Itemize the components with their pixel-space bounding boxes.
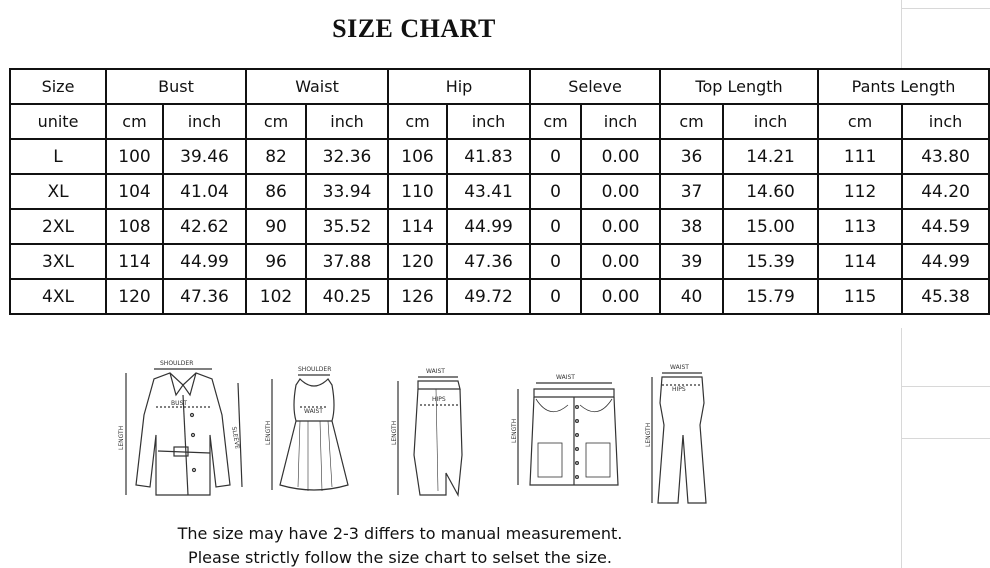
size-cell: L — [10, 139, 106, 174]
value-cell: 110 — [388, 174, 447, 209]
guide-line — [901, 328, 902, 568]
header-waist: Waist — [246, 69, 388, 104]
value-cell: 33.94 — [306, 174, 388, 209]
jacket-length-label: LENGTH — [118, 425, 125, 450]
value-cell: 35.52 — [306, 209, 388, 244]
value-cell: 120 — [106, 279, 163, 314]
value-cell: 44.99 — [447, 209, 530, 244]
pants-length-label: LENGTH — [645, 422, 652, 447]
value-cell: 0 — [530, 139, 581, 174]
value-cell: 47.36 — [447, 244, 530, 279]
value-cell: 41.83 — [447, 139, 530, 174]
value-cell: 113 — [818, 209, 902, 244]
value-cell: 32.36 — [306, 139, 388, 174]
header-top-length: Top Length — [660, 69, 818, 104]
value-cell: 126 — [388, 279, 447, 314]
dress-shoulder-label: SHOULDER — [298, 366, 332, 373]
unit-inch: inch — [163, 104, 246, 139]
unit-inch: inch — [581, 104, 660, 139]
value-cell: 0.00 — [581, 174, 660, 209]
value-cell: 15.39 — [723, 244, 818, 279]
value-cell: 14.60 — [723, 174, 818, 209]
table-row — [10, 174, 989, 209]
value-cell: 112 — [818, 174, 902, 209]
jacket-bust-label: BUST — [171, 400, 187, 407]
value-cell: 102 — [246, 279, 306, 314]
value-cell: 44.59 — [902, 209, 989, 244]
value-cell: 44.20 — [902, 174, 989, 209]
value-cell: 120 — [388, 244, 447, 279]
table-row — [10, 209, 989, 244]
value-cell: 37 — [660, 174, 723, 209]
value-cell: 96 — [246, 244, 306, 279]
page-title: SIZE CHART — [332, 14, 496, 43]
value-cell: 44.99 — [163, 244, 246, 279]
skirt-illustration — [376, 355, 466, 505]
value-cell: 42.62 — [163, 209, 246, 244]
value-cell: 86 — [246, 174, 306, 209]
value-cell: 0 — [530, 209, 581, 244]
value-cell: 14.21 — [723, 139, 818, 174]
value-cell: 100 — [106, 139, 163, 174]
header-unite: unite — [10, 104, 106, 139]
skirt-hips-label: HIPS — [432, 396, 446, 403]
value-cell: 0 — [530, 244, 581, 279]
value-cell: 41.04 — [163, 174, 246, 209]
value-cell: 38 — [660, 209, 723, 244]
guide-line — [901, 386, 990, 387]
dress-illustration — [266, 355, 356, 505]
measurement-illustrations — [118, 355, 758, 515]
size-cell: 4XL — [10, 279, 106, 314]
value-cell: 111 — [818, 139, 902, 174]
unit-cm: cm — [660, 104, 723, 139]
header-row-labels — [10, 69, 989, 104]
value-cell: 106 — [388, 139, 447, 174]
table-row — [10, 244, 989, 279]
value-cell: 114 — [106, 244, 163, 279]
value-cell: 0.00 — [581, 139, 660, 174]
pants-illustration — [646, 355, 716, 510]
size-cell: 3XL — [10, 244, 106, 279]
unit-cm: cm — [106, 104, 163, 139]
value-cell: 44.99 — [902, 244, 989, 279]
unit-inch: inch — [902, 104, 989, 139]
value-cell: 0 — [530, 279, 581, 314]
table-row — [10, 139, 989, 174]
value-cell: 0.00 — [581, 279, 660, 314]
header-row-units — [10, 104, 989, 139]
disclaimer-line-1: The size may have 2-3 differs to manual measurement. — [177, 524, 623, 543]
size-cell: XL — [10, 174, 106, 209]
unit-cm: cm — [530, 104, 581, 139]
value-cell: 15.79 — [723, 279, 818, 314]
value-cell: 114 — [818, 244, 902, 279]
value-cell: 47.36 — [163, 279, 246, 314]
value-cell: 45.38 — [902, 279, 989, 314]
value-cell: 0.00 — [581, 209, 660, 244]
value-cell: 43.41 — [447, 174, 530, 209]
header-hip: Hip — [388, 69, 530, 104]
guide-line — [901, 0, 902, 68]
size-chart-table — [9, 68, 990, 315]
shorts-waist-label: WAIST — [556, 374, 575, 381]
value-cell: 39.46 — [163, 139, 246, 174]
shorts-length-label: LENGTH — [511, 418, 518, 443]
header-sleeve: Seleve — [530, 69, 660, 104]
value-cell: 115 — [818, 279, 902, 314]
dress-length-label: LENGTH — [265, 420, 272, 445]
unit-cm: cm — [818, 104, 902, 139]
unit-inch: inch — [306, 104, 388, 139]
value-cell: 40 — [660, 279, 723, 314]
value-cell: 49.72 — [447, 279, 530, 314]
pants-waist-label: WAIST — [670, 364, 689, 371]
value-cell: 37.88 — [306, 244, 388, 279]
skirt-length-label: LENGTH — [391, 420, 398, 445]
value-cell: 0.00 — [581, 244, 660, 279]
value-cell: 43.80 — [902, 139, 989, 174]
value-cell: 114 — [388, 209, 447, 244]
unit-cm: cm — [246, 104, 306, 139]
guide-line — [901, 8, 990, 9]
pants-hips-label: HIPS — [672, 386, 686, 393]
value-cell: 104 — [106, 174, 163, 209]
value-cell: 82 — [246, 139, 306, 174]
value-cell: 15.00 — [723, 209, 818, 244]
value-cell: 36 — [660, 139, 723, 174]
size-cell: 2XL — [10, 209, 106, 244]
shorts-illustration — [498, 355, 628, 505]
header-pants-length: Pants Length — [818, 69, 989, 104]
guide-line — [901, 438, 990, 439]
skirt-waist-label: WAIST — [426, 368, 445, 375]
unit-inch: inch — [723, 104, 818, 139]
disclaimer-line-2: Please strictly follow the size chart to selset the size. — [188, 548, 612, 567]
header-bust: Bust — [106, 69, 246, 104]
jacket-sleeve-label: SLEEVE — [230, 426, 241, 450]
value-cell: 108 — [106, 209, 163, 244]
value-cell: 90 — [246, 209, 306, 244]
table-row — [10, 279, 989, 314]
value-cell: 39 — [660, 244, 723, 279]
jacket-shoulder-label: SHOULDER — [160, 360, 194, 367]
dress-waist-label: WAIST — [304, 408, 323, 415]
value-cell: 0 — [530, 174, 581, 209]
unit-cm: cm — [388, 104, 447, 139]
jacket-illustration — [118, 355, 248, 505]
unit-inch: inch — [447, 104, 530, 139]
value-cell: 40.25 — [306, 279, 388, 314]
header-size: Size — [10, 69, 106, 104]
